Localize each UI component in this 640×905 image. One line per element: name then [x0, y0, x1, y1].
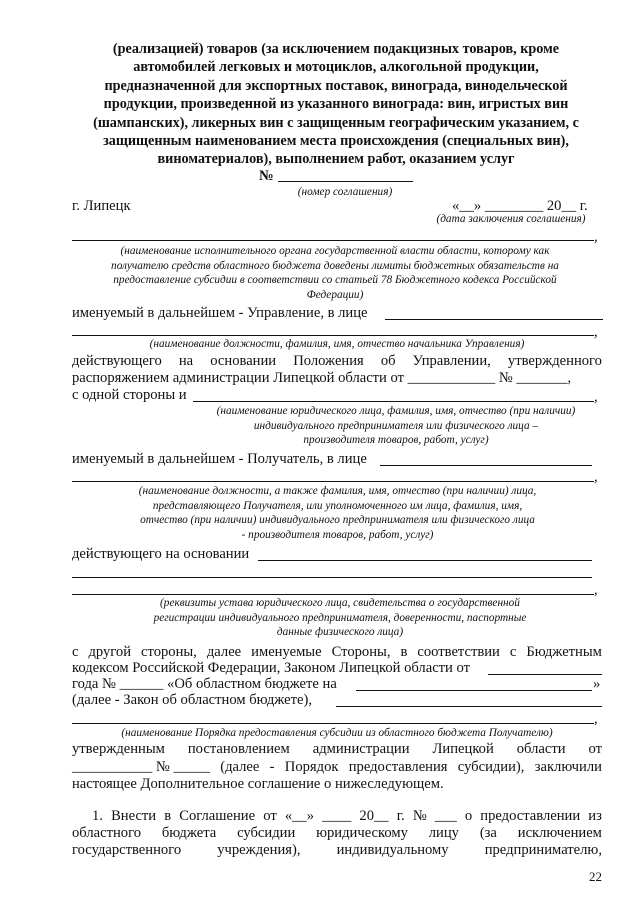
comma: ,: [594, 229, 598, 245]
caption-line: Федерации): [306, 288, 364, 301]
word: заключили: [534, 759, 602, 775]
number-blank: [278, 181, 413, 182]
word: именуемые: [251, 644, 322, 660]
title-line: защищенным наименованием места происхождения (специальных вин),: [103, 133, 569, 150]
word: ___________ № _____: [72, 759, 210, 775]
word: Управлении,: [412, 353, 491, 369]
page-title: [72, 40, 600, 169]
word: в: [400, 644, 408, 660]
date-line: «__» ________ 20__ г.: [452, 198, 588, 214]
word: предпринимателю,: [484, 842, 602, 858]
comma: ,: [594, 582, 598, 598]
title-line: продукции, произведенной из указанного винограда: вин, игристых вин: [103, 96, 569, 113]
word: в: [164, 808, 172, 824]
law-blank: [336, 706, 602, 707]
word: областного: [72, 825, 141, 841]
word: утвержденного: [507, 353, 602, 369]
caption-line: производителя товаров, работ, услуг): [303, 434, 489, 447]
item-1-line-3: [72, 842, 602, 859]
word: -: [269, 759, 275, 775]
head-caption: (наименование должности, фамилия, имя, отчество начальника Управления): [149, 338, 525, 350]
word: с: [72, 644, 79, 660]
authority-caption: [68, 244, 602, 302]
caption-line: (реквизиты устава юридического лица, свидетельства о государственной: [160, 597, 520, 609]
decree-line: [72, 370, 602, 387]
word: бюджета: [161, 825, 217, 841]
word: г.: [396, 808, 405, 824]
date-caption: (дата заключения соглашения): [436, 213, 586, 225]
word: №: [412, 808, 427, 824]
one-side: с одной стороны и: [72, 387, 187, 403]
recipient-intro: именуемый в дальнейшем - Получатель, в лице: [72, 451, 367, 467]
management-blank: [385, 319, 603, 320]
word: ___: [434, 808, 457, 824]
word: индивидуальному: [336, 842, 449, 858]
management-intro: именуемый в дальнейшем - Управление, в лице: [72, 305, 368, 321]
procedure-line: [72, 759, 602, 776]
word: об: [380, 353, 396, 369]
word: стороны,: [141, 644, 197, 660]
approved-line: [72, 741, 602, 758]
word: от: [263, 808, 277, 824]
word: утвержденным: [72, 741, 165, 757]
word: далее: [206, 644, 242, 660]
word: от: [588, 741, 602, 757]
other-side-line: [72, 644, 602, 661]
procedure-blank: [72, 723, 594, 724]
word: юридическому: [316, 825, 408, 841]
agreement-line: настоящее Дополнительное соглашение о нижеследующем.: [72, 776, 444, 792]
word: постановлением: [187, 741, 290, 757]
recipient-person-blank: [380, 465, 592, 466]
word: учреждения),: [217, 842, 301, 858]
word: действующего: [72, 353, 162, 369]
title-line: (шампанских), ликерных вин с защищенным географическим указанием, с: [93, 114, 579, 131]
basis-blank-2: [72, 577, 592, 578]
line-text: распоряжением администрации Липецкой области от ____________ № _______,: [72, 370, 572, 386]
caption-line: (наименование должности, а также фамилия, имя, отчество (при наличии) лица,: [138, 485, 537, 497]
code-line: кодексом Российской Федерации, Законом Липецкой области от: [72, 660, 470, 676]
recipient-caption: [190, 404, 602, 448]
caption-line: индивидуального предпринимателя или физического лица –: [253, 419, 539, 432]
law-line: (далее - Закон об областном бюджете),: [72, 692, 312, 708]
caption-line: - производителя товаров, работ, услуг): [241, 528, 434, 541]
word: государственного: [72, 842, 182, 858]
year-close: »: [593, 676, 601, 692]
authority-blank: [72, 240, 594, 241]
word: Липецкой: [432, 741, 494, 757]
title-line: виноматериалов), выполнением работ, оказанием услуг: [157, 151, 515, 168]
representative-caption: [80, 484, 595, 542]
year-line: года № ______ «Об областном бюджете на: [72, 676, 337, 692]
caption-line: (наименование исполнительного органа государственной власти области, которому как: [120, 245, 550, 257]
word: администрации: [312, 741, 410, 757]
item-1-line-2: [72, 825, 602, 842]
basis-blank: [258, 560, 592, 561]
recipient-blank: [193, 401, 594, 402]
word: «__»: [284, 808, 314, 824]
word: Порядок: [284, 759, 339, 775]
budget-year-blank: [356, 690, 592, 691]
word: из: [588, 808, 602, 824]
caption-line: данные физического лица): [276, 626, 404, 639]
comma: ,: [594, 324, 598, 340]
word: Стороны,: [331, 644, 391, 660]
law-date-blank: [488, 674, 602, 675]
word: 1.: [92, 808, 103, 824]
caption-line: отчество (при наличии) индивидуального предпринимателя или физического лица: [140, 514, 535, 527]
title-line: автомобилей легковых и мотоциклов, алкогольной продукции,: [133, 59, 539, 76]
head-blank: [72, 335, 594, 336]
comma: ,: [594, 469, 598, 485]
word: ____: [322, 808, 352, 824]
number-sign: №: [259, 168, 274, 184]
word: Внести: [111, 808, 157, 824]
word: предоставления: [348, 759, 448, 775]
title-line: (реализацией) товаров (за исключением подакцизных товаров, кроме: [112, 41, 560, 57]
page-number: 22: [589, 869, 602, 884]
acting-basis: действующего на основании: [72, 546, 250, 562]
word: области: [516, 741, 566, 757]
word: субсидии: [237, 825, 296, 841]
comma: ,: [594, 711, 598, 727]
word: исключением: [517, 825, 602, 841]
title-line: предназначенной для экспортных поставок, винограда, винодельческой: [104, 77, 568, 94]
word: с: [509, 644, 517, 660]
word: соответствии: [417, 644, 500, 660]
word: лицу: [428, 825, 459, 841]
item-1-line: [92, 808, 602, 825]
caption-line: регистрации индивидуального предпринимателя, доверенности, паспортные: [153, 611, 527, 624]
word: (за: [479, 825, 497, 841]
caption-line: получателю средств областного бюджета доведены лимиты бюджетных обязательств на: [111, 259, 559, 272]
caption-line: предоставление субсидии в соответствии со статьей 78 Бюджетного кодекса Российской: [113, 274, 557, 287]
word: Положения: [293, 353, 364, 369]
caption-line: представляющего Получателя, или уполномоченного им лица, фамилия, имя,: [152, 499, 523, 512]
word: о: [464, 808, 473, 824]
basis-blank-3: [72, 594, 594, 595]
word: Соглашение: [179, 808, 256, 824]
word: 20__: [359, 808, 389, 824]
details-caption: [95, 596, 585, 640]
acting-line: [72, 353, 602, 370]
city: г. Липецк: [72, 198, 131, 214]
comma: ,: [594, 389, 598, 405]
word: субсидии),: [457, 759, 525, 775]
word: предоставлении: [480, 808, 581, 824]
word: другой: [88, 644, 132, 660]
word: на: [178, 353, 194, 369]
procedure-caption: (наименование Порядка предоставления субсидии из областного бюджета Получателю): [121, 727, 553, 739]
representative-blank: [72, 481, 594, 482]
caption-line: (наименование юридического лица, фамилия, имя, отчество (при наличии): [216, 405, 576, 417]
number-caption: (номер соглашения): [297, 186, 393, 198]
word: основании: [210, 353, 277, 369]
word: Бюджетным: [526, 644, 602, 660]
word: (далее: [220, 759, 260, 775]
